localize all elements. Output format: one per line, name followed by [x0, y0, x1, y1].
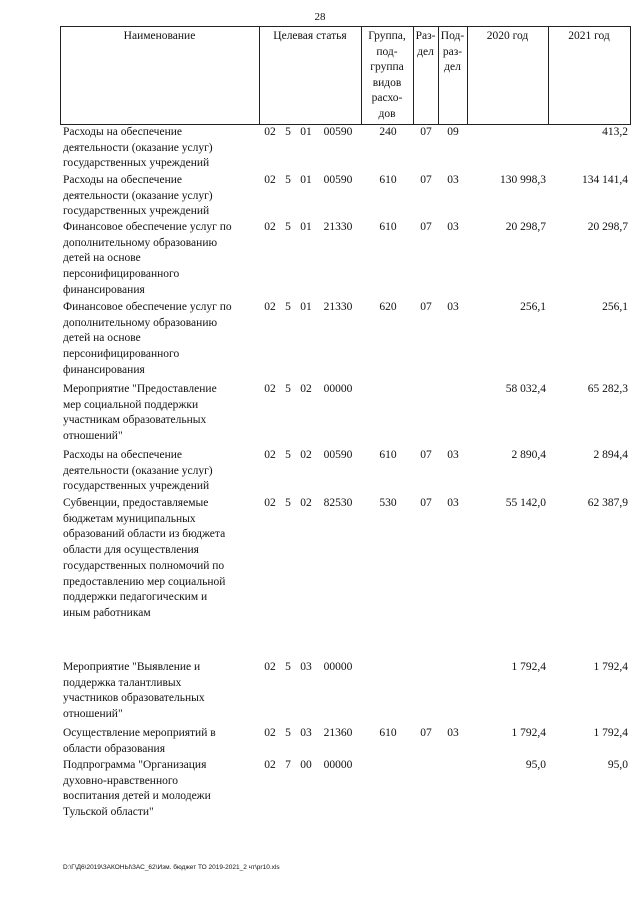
- row-target-program: 02: [264, 727, 276, 739]
- row-2020: 95,0: [525, 759, 546, 771]
- row-group: 610: [379, 221, 397, 233]
- row-target-event: 02: [300, 449, 312, 461]
- row-2021: 413,2: [602, 126, 628, 138]
- row-target-event: 00: [300, 759, 312, 771]
- row-target-program: 02: [264, 497, 276, 509]
- row-name: Финансовое обеспечение услуг по дополнительному образованию детей на основе персонифицированного финансирования: [63, 221, 232, 296]
- row-target-subprogram: 5: [285, 174, 291, 186]
- row-name: Субвенции, предоставляемые бюджетам муниципальных образований области из бюджета области для осуществления государственных полномочий по предоставлению мер социальной поддержки педагогическим и иным работникам: [63, 497, 226, 619]
- row-2020: 20 298,7: [505, 221, 546, 233]
- row-target-program: 02: [264, 383, 276, 395]
- row-2021: 256,1: [602, 301, 628, 313]
- header-target-article: Целевая статья: [273, 30, 347, 42]
- row-target-subprogram: 5: [285, 449, 291, 461]
- row-2021: 1 792,4: [593, 661, 628, 673]
- header-2020: 2020 год: [486, 30, 529, 42]
- row-section: 07: [420, 174, 432, 186]
- row-target-direction: 21360: [323, 727, 353, 739]
- row-2020: 2 890,4: [511, 449, 546, 461]
- row-target-subprogram: 5: [285, 727, 291, 739]
- header-group: Группа, под- группа видов расхо- дов: [368, 30, 406, 120]
- row-target-program: 02: [264, 174, 276, 186]
- row-subsection: 03: [447, 221, 459, 233]
- row-target-direction: 21330: [323, 301, 353, 313]
- row-name: Мероприятие "Предоставление мер социальной поддержки участникам образовательных отношений": [63, 383, 217, 443]
- row-target-program: 02: [264, 661, 276, 673]
- row-target-subprogram: 5: [285, 126, 291, 138]
- row-2021: 20 298,7: [587, 221, 628, 233]
- row-group: 530: [379, 497, 397, 509]
- row-group: 620: [379, 301, 397, 313]
- row-2021: 95,0: [607, 759, 628, 771]
- row-target-event: 01: [300, 221, 312, 233]
- file-path-footer: D:\Г\Д6\2019\ЗАКОНЫ\ЗАС_62\Изм. бюджет ТО 2019-2021_2 чт\pr10.xls: [63, 864, 280, 871]
- row-name: Осуществление мероприятий в области образования: [63, 727, 216, 755]
- row-2020: 58 032,4: [505, 383, 546, 395]
- row-name: Финансовое обеспечение услуг по дополнительному образованию детей на основе персонифицированного финансирования: [63, 301, 232, 376]
- header-2021: 2021 год: [568, 30, 610, 42]
- row-target-direction: 82530: [323, 497, 353, 509]
- row-target-direction: 00590: [323, 126, 353, 138]
- row-section: 07: [420, 497, 432, 509]
- row-section: 07: [420, 449, 432, 461]
- row-target-event: 01: [300, 174, 312, 186]
- row-target-subprogram: 5: [285, 383, 291, 395]
- row-section: 07: [420, 301, 432, 313]
- row-target-direction: 00590: [323, 174, 353, 186]
- row-target-event: 01: [300, 126, 312, 138]
- row-section: 07: [420, 221, 432, 233]
- row-2020: 130 998,3: [500, 174, 546, 186]
- page-number: 28: [314, 11, 326, 23]
- row-2020: 1 792,4: [511, 661, 546, 673]
- row-2020: 256,1: [520, 301, 546, 313]
- row-name: Расходы на обеспечение деятельности (оказание услуг) государственных учреждений: [63, 449, 213, 493]
- row-target-subprogram: 5: [285, 221, 291, 233]
- row-subsection: 03: [447, 174, 459, 186]
- row-target-subprogram: 5: [285, 497, 291, 509]
- row-target-direction: 00000: [323, 759, 353, 771]
- row-section: 07: [420, 727, 432, 739]
- header-section: Раз- дел: [415, 30, 436, 58]
- row-target-subprogram: 7: [285, 759, 291, 771]
- header-name: Наименование: [123, 30, 196, 42]
- row-2021: 2 894,4: [593, 449, 628, 461]
- row-target-program: 02: [264, 759, 276, 771]
- row-2021: 134 141,4: [582, 174, 628, 186]
- row-2020: 55 142,0: [505, 497, 546, 509]
- row-group: 610: [379, 174, 397, 186]
- row-target-program: 02: [264, 301, 276, 313]
- row-target-event: 03: [300, 727, 312, 739]
- row-name: Расходы на обеспечение деятельности (оказание услуг) государственных учреждений: [63, 126, 213, 170]
- row-group: 610: [379, 727, 397, 739]
- row-target-subprogram: 5: [285, 661, 291, 673]
- row-2021: 1 792,4: [593, 727, 628, 739]
- row-target-direction: 00000: [323, 661, 353, 673]
- row-target-event: 02: [300, 383, 312, 395]
- row-target-subprogram: 5: [285, 301, 291, 313]
- row-name: Подпрограмма "Организация духовно-нравственного воспитания детей и молодежи Тульской области": [63, 759, 211, 819]
- row-2021: 65 282,3: [587, 383, 628, 395]
- row-section: 07: [420, 126, 432, 138]
- row-group: 610: [379, 449, 397, 461]
- row-subsection: 03: [447, 497, 459, 509]
- row-subsection: 03: [447, 301, 459, 313]
- row-2021: 62 387,9: [587, 497, 628, 509]
- row-subsection: 03: [447, 449, 459, 461]
- row-target-event: 02: [300, 497, 312, 509]
- row-group: 240: [379, 126, 397, 138]
- row-2020: 1 792,4: [511, 727, 546, 739]
- row-target-program: 02: [264, 126, 276, 138]
- row-subsection: 03: [447, 727, 459, 739]
- row-target-program: 02: [264, 449, 276, 461]
- row-subsection: 09: [447, 126, 459, 138]
- row-name: Мероприятие "Выявление и поддержка талантливых участников образовательных отношений": [63, 661, 205, 721]
- row-name: Расходы на обеспечение деятельности (оказание услуг) государственных учреждений: [63, 174, 213, 218]
- row-target-direction: 00590: [323, 449, 353, 461]
- header-subsection: Под- раз- дел: [440, 30, 465, 73]
- row-target-event: 03: [300, 661, 312, 673]
- row-target-program: 02: [264, 221, 276, 233]
- row-target-direction: 00000: [323, 383, 353, 395]
- row-target-direction: 21330: [323, 221, 353, 233]
- row-target-event: 01: [300, 301, 312, 313]
